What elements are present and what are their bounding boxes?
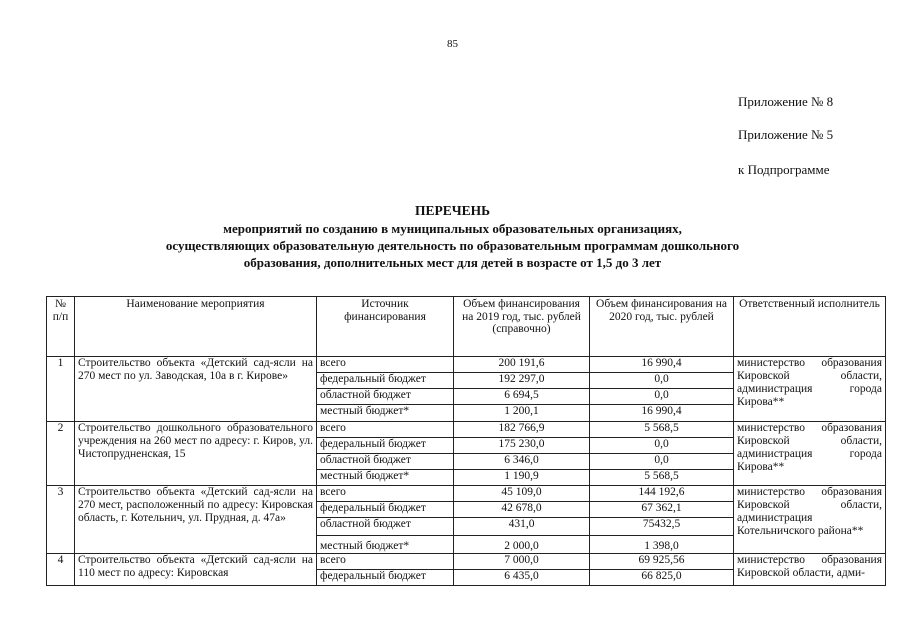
funding-source: федеральный бюджет [317,438,454,454]
volume-2020: 0,0 [590,454,734,470]
row-number: 3 [47,486,75,554]
volume-2020: 66 825,0 [590,570,734,586]
volume-2020: 16 990,4 [590,405,734,422]
document-title: ПЕРЕЧЕНЬ [414,203,491,218]
volume-2019: 42 678,0 [454,502,590,518]
volume-2020: 0,0 [590,389,734,405]
table-row [47,554,886,570]
funding-source: местный бюджет* [317,470,454,486]
volume-2020: 0,0 [590,373,734,389]
measure-name: Строительство объекта «Детский сад-ясли на 110 мест по адресу: Кировская [75,554,317,586]
volume-2020: 67 362,1 [590,502,734,518]
volume-2019: 200 191,6 [454,357,590,373]
title-subline-3: образования, дополнительных мест для детей в возрасте от 1,5 до 3 лет [243,255,662,270]
table-row [47,422,886,438]
volume-2019: 182 766,9 [454,422,590,438]
volume-2019: 6 435,0 [454,570,590,586]
volume-2019: 6 346,0 [454,454,590,470]
responsible-executor: министерство образования Кировской области, администрация города Кирова** [734,422,886,486]
funding-source: федеральный бюджет [317,373,454,389]
page-number: 85 [447,38,458,50]
title-subline-2: осуществляющих образовательную деятельность по образовательным программам дошкольного [165,238,740,253]
row-number: 2 [47,422,75,486]
funding-source: местный бюджет* [317,405,454,422]
measure-name: Строительство объекта «Детский сад-ясли на 270 мест, расположенный по адресу: Кировская область, г. Котельнич, ул. Прудная, д. 47а» [75,486,317,554]
funding-source: всего [317,357,454,373]
funding-source: всего [317,422,454,438]
funding-source: всего [317,486,454,502]
responsible-executor: министерство образования Кировской области, адми- [734,554,886,586]
volume-2019: 45 109,0 [454,486,590,502]
volume-2019: 6 694,5 [454,389,590,405]
volume-2019: 431,0 [454,518,590,536]
funding-source: областной бюджет [317,518,454,536]
appendix-line-3: к Подпрограмме [738,162,830,177]
volume-2019: 1 190,9 [454,470,590,486]
measure-name: Строительство дошкольного образовательного учреждения на 260 мест по адресу: г. Киров, ул. Чистопрудненская, 15 [75,422,317,486]
responsible-executor: министерство образования Кировской области, администрация города Кирова** [734,357,886,422]
table-row [47,486,886,502]
row-number: 4 [47,554,75,586]
header-volume-2019: Объем финансирования на 2019 год, тыс. рублей (справочно) [454,297,590,357]
appendix-line-1: Приложение № 8 [738,94,834,109]
volume-2020: 144 192,6 [590,486,734,502]
title-subline-1: мероприятий по созданию в муниципальных образовательных организациях, [223,221,682,236]
header-name: Наименование мероприятия [75,297,317,357]
volume-2020: 0,0 [590,438,734,454]
funding-source: всего [317,554,454,570]
volume-2019: 7 000,0 [454,554,590,570]
header-row [47,297,886,357]
header-responsible: Ответственный исполнитель [734,297,886,357]
volume-2019: 2 000,0 [454,536,590,554]
funding-source: местный бюджет* [317,536,454,554]
volume-2019: 192 297,0 [454,373,590,389]
volume-2020: 5 568,5 [590,470,734,486]
measures-table [46,296,886,586]
volume-2019: 1 200,1 [454,405,590,422]
funding-source: областной бюджет [317,389,454,405]
volume-2020: 1 398,0 [590,536,734,554]
table-row [47,357,886,373]
responsible-executor: министерство образования Кировской области, администрация Котельничского района** [734,486,886,554]
header-num: № п/п [47,297,75,357]
volume-2020: 5 568,5 [590,422,734,438]
measure-name: Строительство объекта «Детский сад-ясли на 270 мест по ул. Заводская, 10а в г. Кирове» [75,357,317,422]
header-volume-2020: Объем финансирования на 2020 год, тыс. рублей [590,297,734,357]
volume-2019: 175 230,0 [454,438,590,454]
funding-source: федеральный бюджет [317,570,454,586]
funding-source: областной бюджет [317,454,454,470]
header-source: Источник финансирования [317,297,454,357]
row-number: 1 [47,357,75,422]
funding-source: федеральный бюджет [317,502,454,518]
volume-2020: 69 925,56 [590,554,734,570]
volume-2020: 16 990,4 [590,357,734,373]
volume-2020: 75432,5 [590,518,734,536]
appendix-line-2: Приложение № 5 [738,127,834,142]
